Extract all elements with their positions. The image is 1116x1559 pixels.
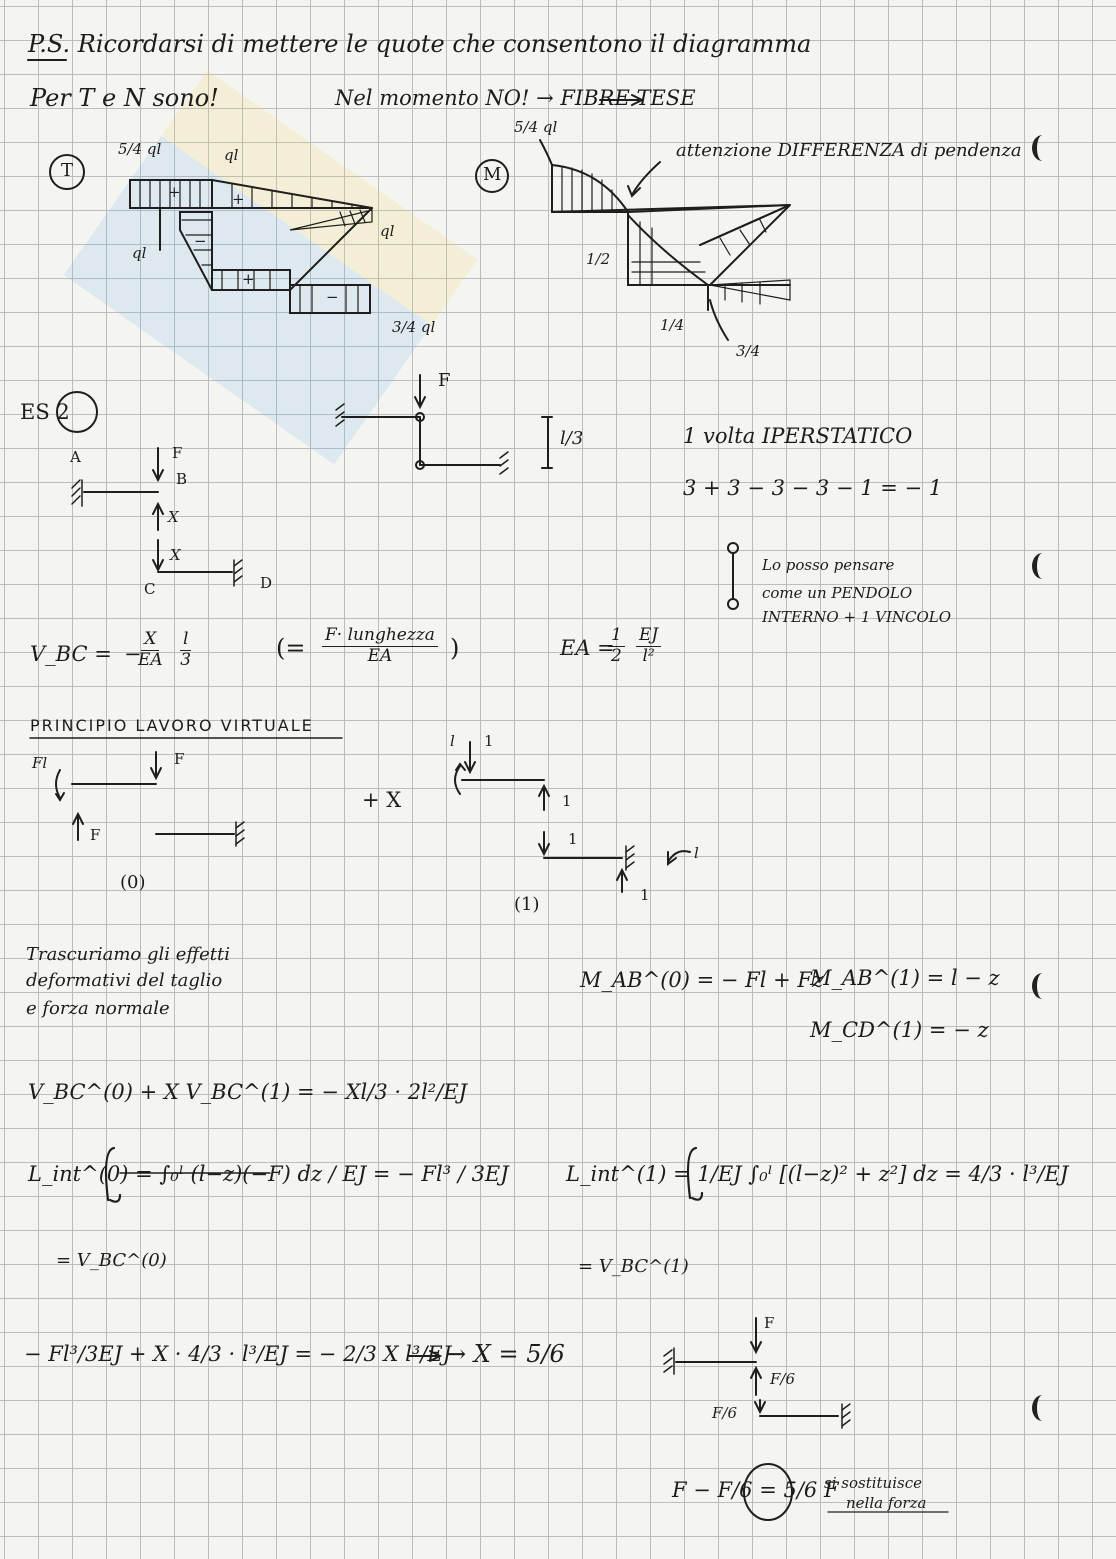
final-force-F6-up: F/6 [770,1370,796,1388]
pcv-title: PRINCIPIO LAVORO VIRTUALE [30,716,314,735]
es2-pendulum-note-3: INTERNO + 1 VINCOLO [762,608,952,626]
diagram-T-sign-5: − [326,288,339,306]
moment-ab-1: M_AB^(1) = l − z [810,966,1000,990]
pcv-scheme1-unit-1: 1 [484,732,494,750]
es2-x-down: X [170,546,181,564]
pcv-scheme1-unit-2: 1 [562,792,572,810]
diagram-M-symbol: M [483,164,502,185]
es2-force-F-small: F [172,444,183,462]
pcv-scheme-1-label: (1) [514,894,540,915]
vbc-paren-close: ) [450,634,460,662]
final-result: → X = 5/6 [446,1340,565,1368]
vbc-paren-fraction: F· lunghezza EA [322,626,438,666]
es2-point-B: B [176,470,188,488]
final-equation: − Fl³/3EJ + X · 4/3 · l³/EJ = − 2/3 X l³/EJ [24,1342,452,1366]
es2-force-label: F [438,370,451,391]
es2-point-C: C [144,580,156,598]
diagram-M-fraction-2: 1/4 [660,316,685,334]
diagram-T-label-5: 3/4 ql [392,318,436,336]
compatibility-equation: V_BC^(0) + X V_BC^(1) = − Xl/3 · 2l²/EJ [28,1080,468,1104]
ps-note-line2-right: Nel momento NO! → FIBRE TESE [335,86,696,110]
ea-relation-fraction-1: $\frac{1}{2}$ [608,626,625,666]
es2-x-up: X [168,508,179,526]
vbc-paren-open: (= [276,634,306,662]
diagram-T-sign-2: + [232,190,245,208]
internal-work-1-equals-v: = V_BC^(1) [578,1256,689,1277]
neglect-note-3: e forza normale [26,998,170,1019]
moment-ab-0: M_AB^(0) = − Fl + Fz [580,968,824,992]
ea-relation-fraction-2: $\frac{EJ}{\text{l²}}$ [636,626,661,666]
diagram-T-label-2: ql [224,146,239,164]
es2-point-D: D [260,574,273,592]
final-note-1: si sostituisce [824,1474,922,1492]
es2-hyperstatic-note: 1 volta IPERSTATICO [683,424,913,448]
neglect-note-1: Trascuriamo gli effetti [26,944,231,965]
binder-hole-3 [1032,973,1053,999]
diagram-M-label-top: 5/4 ql [514,118,558,136]
internal-work-0: L_int^(0) = ∫₀ˡ (l−z)(−F) dz / EJ = − Fl³ / 3EJ [28,1162,509,1186]
diagram-T-sign-4: + [242,270,255,288]
pcv-force-Fl: Fl [32,754,48,772]
es2-point-A: A [70,448,81,466]
es2-length-label: l/3 [560,428,584,449]
neglect-note-2: deformativi del taglio [26,970,223,991]
internal-work-0-equals-v: = V_BC^(0) [56,1250,167,1271]
diagram-T-sign-1: + [168,183,181,201]
diagram-T-sign-3: − [194,232,207,250]
pcv-scheme1-l: l [450,732,455,750]
final-note-2: nella forza [846,1494,927,1512]
binder-hole-1 [1032,135,1053,161]
pcv-plus-x: + X [362,788,402,812]
moment-cd-1: M_CD^(1) = − z [810,1018,989,1042]
diagram-T-label-3: ql [380,222,395,240]
es2-dof-count: 3 + 3 − 3 − 3 − 1 = − 1 [683,476,943,500]
pcv-force-F-up: F [90,826,101,844]
vbc-fraction-x-ea: $\frac{X}{EA}$ [138,629,163,670]
es2-pendulum-note-2: come un PENDOLO [762,584,913,602]
ps-note-line1: P.S. Ricordarsi di mettere le quote che consentono il diagramma [28,30,812,58]
final-force-F: F [764,1314,775,1332]
ps-note-line2-left: Per T e N sono! [30,84,219,112]
diagram-M-fraction-1: 1/2 [586,250,611,268]
ea-relation-lhs: EA = [560,636,615,660]
diagram-T-symbol: T [61,160,74,181]
binder-hole-2 [1032,553,1053,579]
pcv-scheme1-l-moment: l [694,844,699,862]
final-sum: F − F/6 = 5/6 F [672,1478,839,1502]
es2-title: ES 2 [20,400,70,424]
vbc-fraction-l-3: $\frac{l}{3}$ [180,629,192,670]
diagram-T-label-1: 5/4 ql [118,140,162,158]
vbc-lhs: V_BC = [30,642,112,666]
es2-pendulum-note-1: Lo posso pensare [762,556,895,574]
pcv-force-F-down: F [174,750,185,768]
diagram-M-fraction-3: 3/4 [736,342,761,360]
diagram-M-slope-note: attenzione DIFFERENZA di pendenza [676,140,1022,161]
pcv-scheme1-unit-3: 1 [568,830,578,848]
binder-hole-4 [1032,1395,1053,1421]
pcv-scheme-0-label: (0) [120,872,146,893]
internal-work-1: L_int^(1) = 1/EJ ∫₀ˡ [(l−z)² + z²] dz = 4/3 · l³/EJ [566,1162,1069,1186]
diagram-T-label-4: ql [132,244,147,262]
pcv-scheme1-unit-4: 1 [640,886,650,904]
final-force-F6-left: F/6 [712,1404,738,1422]
vbc-minus: − [124,642,142,666]
